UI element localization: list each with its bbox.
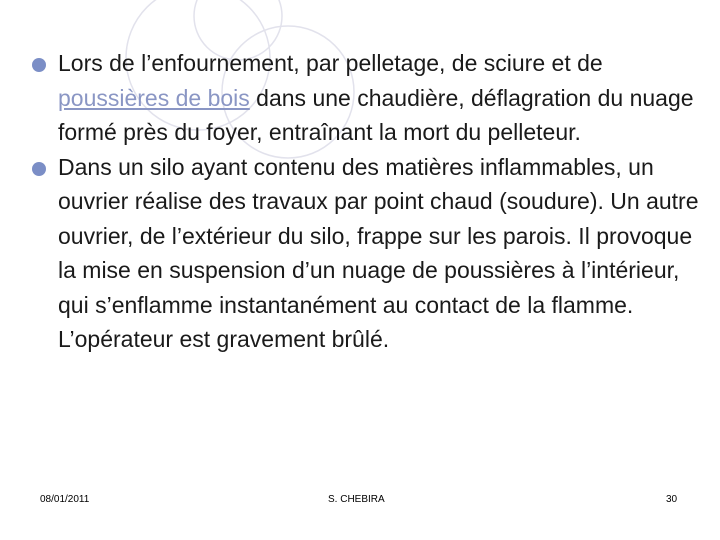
poussieres-de-bois-link[interactable]: poussières de bois (58, 84, 250, 111)
bullet-text-end: dans une chaudière, déflagration du nuage formé près du foyer, entraînant la mort du pelleteur. (58, 84, 694, 145)
bullet-list (30, 46, 702, 357)
bullet-item-silo (30, 150, 702, 357)
bullet-dot-icon (32, 162, 46, 176)
footer-date: 08/01/2011 (40, 494, 90, 505)
bullet-dot-icon (32, 58, 46, 72)
bullet-text-start: Lors de l’enfournement, par pelletage, de sciure et de (58, 50, 603, 76)
bullet-item-chaudiere (30, 46, 702, 150)
bullet-text: Dans un silo ayant contenu des matières inflammables, un ouvrier réalise des travaux par point chaud (soudure). Un autre ouvrier, de l’extérieur du silo, frappe sur les parois. Il provoque la mise en suspension d’un nuage de poussières à l’intérieur, qui s’enflamme instantanément au contact de la flamme. L’opérateur est gravement brûlé. (58, 153, 699, 352)
footer-author: S. CHEBIRA (328, 494, 385, 505)
footer-page-number: 30 (666, 494, 678, 505)
